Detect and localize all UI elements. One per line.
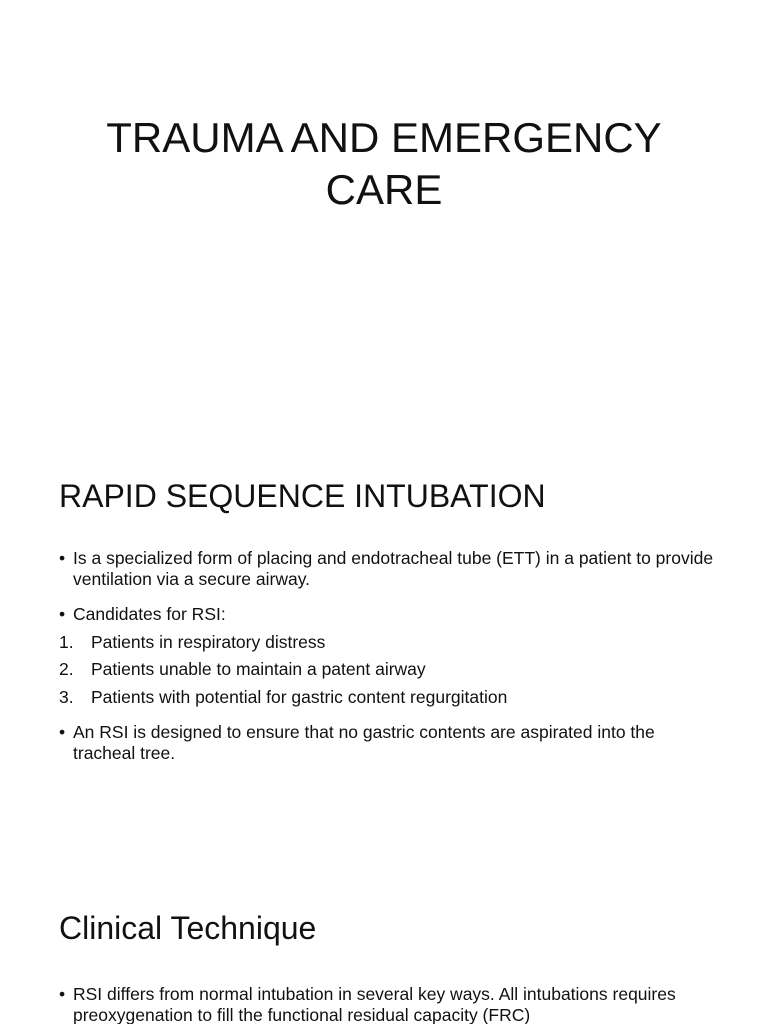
bullet-glyph: • <box>59 984 66 1004</box>
title-line-2: CARE <box>325 166 443 213</box>
slide-body <box>59 984 719 1024</box>
title-slide <box>0 0 768 432</box>
numbered-item <box>59 632 719 653</box>
item-text: Patients in respiratory distress <box>91 631 326 652</box>
rsi-slide <box>0 432 768 864</box>
item-number: 1. <box>59 631 74 652</box>
item-text: Patients unable to maintain a patent airway <box>91 659 426 679</box>
slide-title: RAPID SEQUENCE INTUBATION <box>59 478 546 514</box>
bullet-item <box>59 984 719 1024</box>
item-text: Patients with potential for gastric content regurgitation <box>91 686 508 707</box>
bullet-item <box>59 548 719 589</box>
bullet-item <box>59 604 719 625</box>
numbered-item <box>59 659 719 680</box>
bullet-glyph: • <box>59 548 66 568</box>
bullet-text: Is a specialized form of placing and endotracheal tube (ETT) in a patient to provide ventilation via a secure airway. <box>73 548 714 589</box>
bullet-text: RSI differs from normal intubation in several key ways. All intubations requires preoxygenation to fill the functional residual capacity (FRC) <box>73 984 676 1024</box>
clinical-technique-slide <box>0 864 768 1024</box>
bullet-glyph: • <box>59 722 66 742</box>
item-number: 2. <box>59 659 74 679</box>
presentation-title <box>60 112 708 216</box>
numbered-item <box>59 687 719 708</box>
item-number: 3. <box>59 686 74 707</box>
bullet-text: Candidates for RSI: <box>73 604 226 624</box>
slide-title: Clinical Technique <box>59 910 317 946</box>
bullet-item <box>59 722 719 763</box>
slide-body <box>59 548 719 763</box>
bullet-text: An RSI is designed to ensure that no gastric contents are aspirated into the tracheal tree. <box>73 722 655 763</box>
bullet-glyph: • <box>59 604 66 624</box>
title-line-1: TRAUMA AND EMERGENCY <box>106 114 662 161</box>
